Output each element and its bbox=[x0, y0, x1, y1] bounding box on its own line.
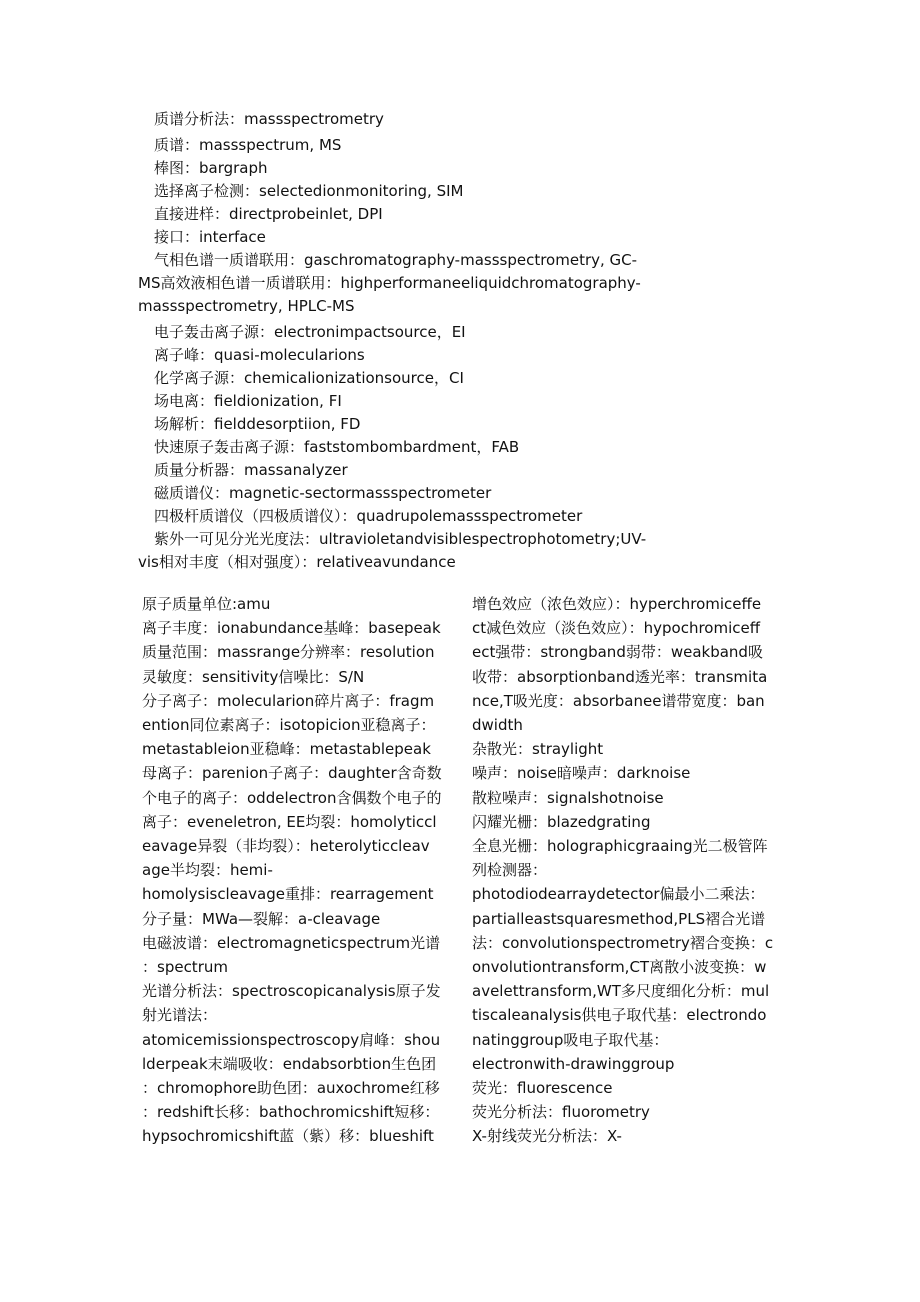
glossary-line: atomicemissionspectroscopy肩峰：shou bbox=[142, 1030, 441, 1049]
glossary-line: photodiodearraydetector偏最小二乘法： bbox=[472, 885, 765, 904]
glossary-line: 灵敏度：sensitivity信噪比：S/N bbox=[142, 667, 365, 686]
glossary-line: ：spectrum bbox=[142, 958, 228, 977]
glossary-line: ention同位素离子：isotopicion亚稳离子： bbox=[142, 716, 436, 735]
glossary-line: 离子丰度：ionabundance基峰：basepeak bbox=[142, 619, 441, 638]
glossary-line: 选择离子检测：selectedionmonitoring, SIM bbox=[154, 182, 464, 200]
glossary-line: 化学离子源：chemicalionizationsource，CI bbox=[154, 369, 464, 387]
glossary-line: 光谱分析法：spectroscopicanalysis原子发 bbox=[142, 982, 441, 1001]
glossary-line: electronwith-drawinggroup bbox=[472, 1054, 675, 1073]
glossary-line: 法：convolutionspectrometry褶合变换：c bbox=[472, 933, 774, 952]
glossary-line: 质量分析器：massanalyzer bbox=[154, 461, 348, 479]
glossary-line: 磁质谱仪：magnetic-sectormassspectrometer bbox=[154, 484, 492, 502]
glossary-line: 散粒噪声：signalshotnoise bbox=[472, 788, 664, 807]
glossary-line: eavage异裂（非均裂）：heterolyticcleav bbox=[142, 837, 430, 856]
glossary-line: 四极杆质谱仪（四极质谱仪）：quadrupolemassspectrometer bbox=[154, 507, 583, 525]
glossary-line: X-射线荧光分析法：X- bbox=[472, 1127, 622, 1146]
glossary-line: 分子量：MWa—裂解：a-cleavage bbox=[142, 909, 381, 928]
glossary-line: 直接进样：directprobeinlet, DPI bbox=[154, 205, 383, 223]
glossary-line: 快速原子轰击离子源：faststombombardment，FAB bbox=[154, 438, 520, 456]
glossary-line: 原子质量单位:amu bbox=[142, 595, 271, 613]
glossary-line: 噪声：noise暗噪声：darknoise bbox=[472, 764, 691, 783]
glossary-line: nce,T吸光度：absorbanee谱带宽度：ban bbox=[472, 691, 765, 710]
glossary-line: partialleastsquaresmethod,PLS褶合光谱 bbox=[472, 909, 766, 928]
glossary-line: 电磁波谱：electromagneticspectrum光谱 bbox=[142, 933, 441, 952]
glossary-line: avelettransform,WT多尺度细化分析：mul bbox=[472, 982, 770, 1001]
glossary-line: hypsochromicshift蓝（紫）移：blueshift bbox=[142, 1127, 434, 1146]
glossary-line: vis相对丰度（相对强度）：relativeavundance bbox=[138, 553, 456, 571]
glossary-line: 列检测器： bbox=[472, 861, 548, 880]
glossary-line: 闪耀光栅：blazedgrating bbox=[472, 812, 651, 831]
glossary-line: 增色效应（浓色效应）：hyperchromiceffe bbox=[472, 595, 762, 613]
top-glossary-block bbox=[138, 108, 668, 574]
glossary-line: age半均裂：hemi- bbox=[142, 861, 273, 880]
glossary-line: lderpeak末端吸收：endabsorbtion生色团 bbox=[142, 1054, 437, 1073]
glossary-line: 荧光分析法：fluorometry bbox=[472, 1103, 650, 1122]
glossary-line: 接口：interface bbox=[154, 228, 266, 246]
glossary-line: tiscaleanalysis供电子取代基：electrondo bbox=[472, 1006, 767, 1025]
glossary-line: onvolutiontransform,CT离散小波变换：w bbox=[472, 958, 767, 977]
glossary-line: massspectrometry, HPLC-MS bbox=[138, 297, 355, 315]
glossary-line: ：redshift长移：bathochromicshift短移： bbox=[142, 1103, 440, 1122]
glossary-line: natinggroup吸电子取代基： bbox=[472, 1030, 669, 1049]
glossary-line: homolysiscleavage重排：rearragement bbox=[142, 885, 434, 904]
glossary-line: 质谱：massspectrum, MS bbox=[154, 136, 342, 154]
glossary-line: 分子离子：molecularion碎片离子：fragm bbox=[142, 691, 435, 710]
glossary-line: ect强带：strongband弱带：weakband吸 bbox=[472, 643, 763, 662]
left-glossary-column bbox=[142, 592, 452, 1149]
glossary-line: 场电离：fieldionization, FI bbox=[154, 392, 342, 410]
glossary-line: 荧光：fluorescence bbox=[472, 1079, 613, 1098]
glossary-line: 个电子的离子：oddelectron含偶数个电子的 bbox=[142, 788, 442, 807]
glossary-line: 气相色谱一质谱联用：gaschromatography-massspectrometry, GC- bbox=[154, 251, 638, 269]
glossary-line: MS高效液相色谱一质谱联用：highperformaneeliquidchromatography- bbox=[138, 274, 641, 292]
glossary-line: metastableion亚稳峰：metastablepeak bbox=[142, 740, 431, 759]
glossary-line: 质谱分析法：massspectrometry bbox=[154, 110, 384, 128]
glossary-line: ct减色效应（淡色效应）：hypochromiceff bbox=[472, 619, 761, 638]
glossary-line: 杂散光：straylight bbox=[472, 740, 604, 759]
glossary-line: 质量范围：massrange分辨率：resolution bbox=[142, 643, 435, 662]
glossary-line: 紫外一可见分光光度法：ultravioletandvisiblespectrophotometry;UV- bbox=[154, 530, 647, 548]
right-glossary-column bbox=[472, 592, 782, 1149]
glossary-line: 母离子：parenion子离子：daughter含奇数 bbox=[142, 764, 442, 783]
glossary-line: 离子峰：quasi-molecularions bbox=[154, 346, 365, 364]
glossary-line: 场解析：fielddesorptiion, FD bbox=[154, 415, 361, 433]
glossary-line: 收带：absorptionband透光率：transmita bbox=[472, 667, 768, 686]
glossary-line: 射光谱法： bbox=[142, 1006, 218, 1025]
glossary-line: 全息光栅：holographicgraaing光二极管阵 bbox=[472, 837, 768, 856]
glossary-line: 棒图：bargraph bbox=[154, 159, 268, 177]
glossary-line: 离子：eveneletron, EE均裂：homolyticcl bbox=[142, 812, 437, 831]
glossary-line: ：chromophore助色团：auxochrome红移 bbox=[142, 1079, 440, 1098]
glossary-line: dwidth bbox=[472, 716, 523, 735]
glossary-line: 电子轰击离子源：electronimpactsource，EI bbox=[154, 323, 466, 341]
